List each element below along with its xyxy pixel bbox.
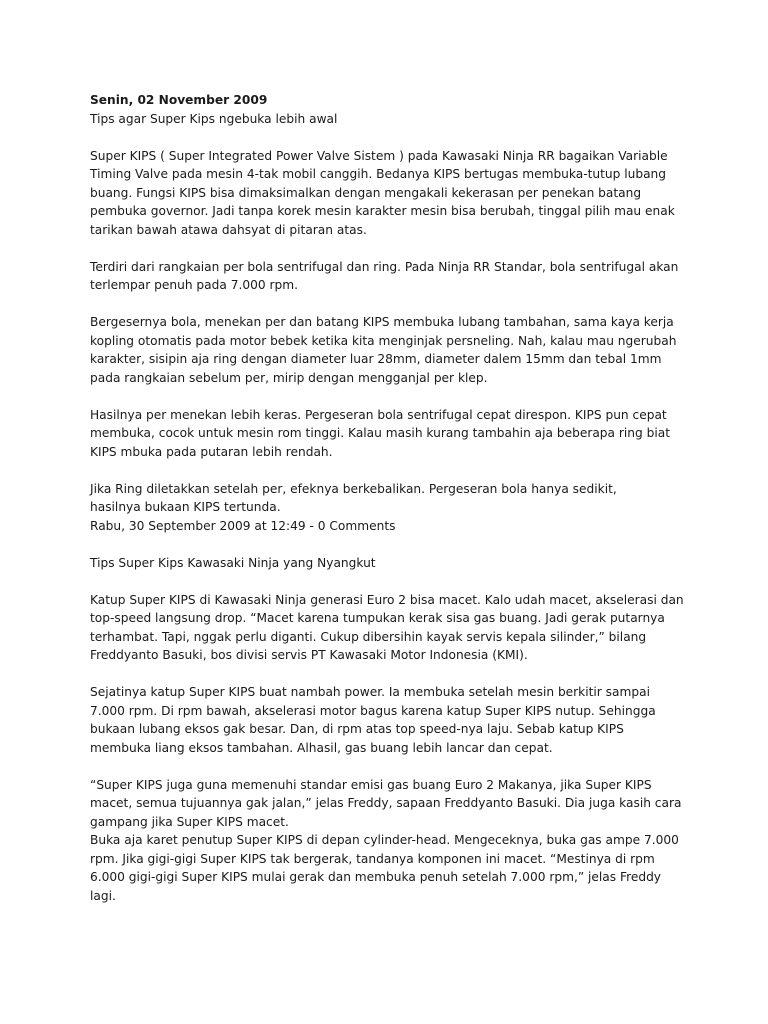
post-title: Tips agar Super Kips ngebuka lebih awal [90, 111, 338, 126]
text-line: KIPS mbuka pada putaran lebih rendah. [90, 444, 333, 459]
text-line: Sejatinya katup Super KIPS buat nambah power. Ia membuka setelah mesin berkitir sampai [90, 685, 650, 699]
document-page [90, 91, 720, 905]
text-line: hasilnya bukaan KIPS tertunda. [90, 500, 281, 514]
text-line: Terdiri dari rangkaian per bola sentrifugal dan ring. Pada Ninja RR Standar, bola sentrifugal akan [90, 259, 679, 274]
paragraph [90, 258, 720, 295]
text-line: buang. Fungsi KIPS bisa dimaksimalkan dengan mengakali kekerasan per penekan batang [90, 185, 642, 200]
spacer [90, 387, 720, 406]
paragraph [90, 313, 720, 387]
paragraph [90, 776, 720, 906]
spacer [90, 572, 720, 591]
text-line: Timing Valve pada mesin 4-tak mobil canggih. Bedanya KIPS bertugas membuka-tutup lubang [90, 167, 667, 181]
spacer [90, 295, 720, 314]
spacer [90, 239, 720, 258]
paragraph [90, 591, 720, 665]
text-line: karakter, sisipin aja ring dengan diameter luar 28mm, diameter dalem 15mm dan tebal 1mm [90, 352, 662, 366]
text-line: top-speed langsung drop. “Macet karena tumpukan kerak sisa gas buang. Jadi gerak putarnya [90, 611, 665, 625]
spacer [90, 128, 720, 147]
text-line: gampang jika Super KIPS macet. [90, 814, 289, 829]
text-line: terlempar penuh pada 7.000 rpm. [90, 278, 298, 292]
paragraph [90, 683, 720, 757]
text-line: kopling otomatis pada motor bebek ketika kita menginjak persneling. Nah, kalau mau ngerubah [90, 333, 677, 348]
post-title: Tips Super Kips Kawasaki Ninja yang Nyangkut [90, 555, 376, 570]
paragraph [90, 480, 720, 517]
spacer [90, 461, 720, 480]
text-line: terhambat. Tapi, nggak perlu diganti. Cukup dibersihin kayak servis kepala silinder,” bilang [90, 629, 647, 644]
text-line: pembuka governor. Jadi tanpa korek mesin karakter mesin bisa berubah, tinggal pilih mau enak [90, 204, 675, 218]
spacer [90, 757, 720, 776]
text-line: membuka liang eksos tambahan. Alhasil, gas buang lebih lancar dan cepat. [90, 740, 553, 755]
text-line: 7.000 rpm. Di rpm bawah, akselerasi motor bagus karena katup Super KIPS nutup. Sehingga [90, 703, 656, 718]
text-line: bukaan lubang eksos gak besar. Dan, di rpm atas top speed-nya laju. Sebab katup KIPS [90, 722, 624, 736]
text-line: Hasilnya per menekan lebih keras. Pergeseran bola sentrifugal cepat direspon. KIPS pun cepat [90, 407, 667, 422]
paragraph [90, 406, 720, 462]
text-line: lagi. [90, 888, 116, 903]
post-date: Senin, 02 November 2009 [90, 93, 268, 107]
spacer [90, 665, 720, 684]
text-line: Super KIPS ( Super Integrated Power Valve Sistem ) pada Kawasaki Ninja RR bagaikan Variable [90, 148, 668, 163]
text-line: rpm. Jika gigi-gigi Super KIPS tak bergerak, tandanya komponen ini macet. “Mestinya di rpm [90, 851, 655, 866]
text-line: pada rangkaian sebelum per, mirip dengan mengganjal per klep. [90, 370, 488, 385]
text-line: macet, semua tujuannya gak jalan,” jelas Freddy, sapaan Freddyanto Basuki. Dia juga kasih cara [90, 796, 682, 810]
text-line: Buka aja karet penutup Super KIPS di depan cylinder-head. Mengeceknya, buka gas ampe 7.000 [90, 833, 679, 847]
text-line: Bergesernya bola, menekan per dan batang KIPS membuka lubang tambahan, sama kaya kerja [90, 315, 674, 329]
post-footer-meta: Rabu, 30 September 2009 at 12:49 - 0 Comments [90, 518, 396, 533]
spacer [90, 535, 720, 554]
text-line: membuka, cocok untuk mesin rom tinggi. Kalau masih kurang tambahin aja beberapa ring biat [90, 426, 670, 440]
text-line: Freddyanto Basuki, bos divisi servis PT Kawasaki Motor Indonesia (KMI). [90, 648, 528, 662]
text-line: Katup Super KIPS di Kawasaki Ninja generasi Euro 2 bisa macet. Kalo udah macet, akselerasi dan [90, 592, 684, 607]
text-line: “Super KIPS juga guna memenuhi standar emisi gas buang Euro 2 Makanya, jika Super KIPS [90, 777, 652, 792]
text-line: 6.000 gigi-gigi Super KIPS mulai gerak dan membuka penuh setelah 7.000 rpm,” jelas Freddy [90, 870, 662, 884]
paragraph [90, 147, 720, 240]
text-line: tarikan bawah atawa dahsyat di pitaran atas. [90, 222, 367, 237]
text-line: Jika Ring diletakkan setelah per, efeknya berkebalikan. Pergeseran bola hanya sedikit, [90, 481, 617, 496]
